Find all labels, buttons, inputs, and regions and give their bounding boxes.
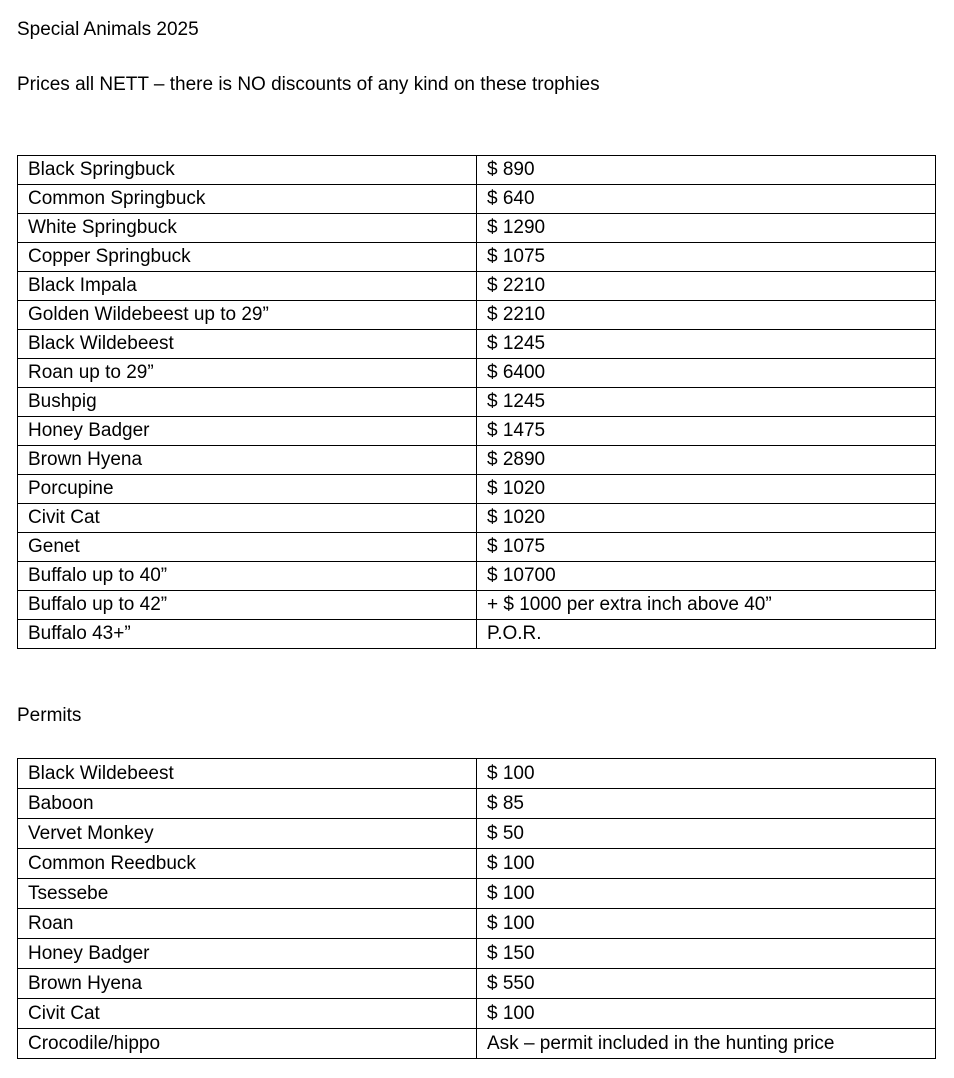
pricing-note: Prices all NETT – there is NO discounts of any kind on these trophies xyxy=(17,74,600,95)
price-cell: $ 2210 xyxy=(477,272,936,301)
trophy-row xyxy=(18,359,936,388)
price-cell: $ 1020 xyxy=(477,504,936,533)
permit-row xyxy=(18,969,936,999)
price-cell: $ 1020 xyxy=(477,475,936,504)
price-cell: $ 100 xyxy=(477,849,936,879)
document-title: Special Animals 2025 xyxy=(17,19,199,40)
price-cell: $ 550 xyxy=(477,969,936,999)
trophy-row xyxy=(18,446,936,475)
animal-name-cell: Brown Hyena xyxy=(18,969,477,999)
price-cell: $ 100 xyxy=(477,759,936,789)
animal-name-cell: Civit Cat xyxy=(18,504,477,533)
price-cell: $ 1475 xyxy=(477,417,936,446)
animal-name-cell: Bushpig xyxy=(18,388,477,417)
permit-row xyxy=(18,789,936,819)
price-cell: $ 50 xyxy=(477,819,936,849)
animal-name-cell: Black Springbuck xyxy=(18,156,477,185)
price-cell: Ask – permit included in the hunting price xyxy=(477,1029,936,1059)
animal-name-cell: Crocodile/hippo xyxy=(18,1029,477,1059)
price-cell: $ 150 xyxy=(477,939,936,969)
animal-name-cell: Baboon xyxy=(18,789,477,819)
animal-name-cell: Common Reedbuck xyxy=(18,849,477,879)
animal-name-cell: Brown Hyena xyxy=(18,446,477,475)
price-cell: $ 1075 xyxy=(477,533,936,562)
animal-name-cell: Roan up to 29” xyxy=(18,359,477,388)
trophy-row xyxy=(18,185,936,214)
animal-name-cell: Roan xyxy=(18,909,477,939)
trophy-row xyxy=(18,388,936,417)
trophy-row xyxy=(18,214,936,243)
price-cell: $ 2890 xyxy=(477,446,936,475)
animal-name-cell: Black Wildebeest xyxy=(18,759,477,789)
animal-name-cell: Black Impala xyxy=(18,272,477,301)
animal-name-cell: Civit Cat xyxy=(18,999,477,1029)
trophy-row xyxy=(18,417,936,446)
animal-name-cell: White Springbuck xyxy=(18,214,477,243)
permits-heading: Permits xyxy=(17,705,82,726)
price-cell: + $ 1000 per extra inch above 40” xyxy=(477,591,936,620)
trophy-row xyxy=(18,475,936,504)
price-cell: $ 100 xyxy=(477,879,936,909)
trophy-row xyxy=(18,533,936,562)
permit-row xyxy=(18,1029,936,1059)
permit-row xyxy=(18,759,936,789)
price-cell: $ 1245 xyxy=(477,388,936,417)
permit-row xyxy=(18,939,936,969)
price-cell: $ 100 xyxy=(477,999,936,1029)
price-cell: $ 1075 xyxy=(477,243,936,272)
animal-name-cell: Copper Springbuck xyxy=(18,243,477,272)
trophy-row xyxy=(18,504,936,533)
trophy-row xyxy=(18,330,936,359)
trophy-row xyxy=(18,301,936,330)
price-cell: $ 2210 xyxy=(477,301,936,330)
trophy-row xyxy=(18,272,936,301)
animal-name-cell: Honey Badger xyxy=(18,417,477,446)
animal-name-cell: Porcupine xyxy=(18,475,477,504)
animal-name-cell: Honey Badger xyxy=(18,939,477,969)
permit-row xyxy=(18,909,936,939)
permit-row xyxy=(18,849,936,879)
trophy-row xyxy=(18,562,936,591)
price-cell: P.O.R. xyxy=(477,620,936,649)
animal-name-cell: Buffalo 43+” xyxy=(18,620,477,649)
animal-name-cell: Buffalo up to 42” xyxy=(18,591,477,620)
price-cell: $ 10700 xyxy=(477,562,936,591)
price-cell: $ 890 xyxy=(477,156,936,185)
price-cell: $ 1245 xyxy=(477,330,936,359)
trophy-row xyxy=(18,243,936,272)
animal-name-cell: Golden Wildebeest up to 29” xyxy=(18,301,477,330)
trophy-row xyxy=(18,156,936,185)
trophy-row xyxy=(18,620,936,649)
trophy-price-table xyxy=(17,155,936,649)
animal-name-cell: Buffalo up to 40” xyxy=(18,562,477,591)
animal-name-cell: Tsessebe xyxy=(18,879,477,909)
animal-name-cell: Common Springbuck xyxy=(18,185,477,214)
permit-price-table-body xyxy=(18,759,936,1059)
price-cell: $ 640 xyxy=(477,185,936,214)
permit-row xyxy=(18,819,936,849)
price-cell: $ 1290 xyxy=(477,214,936,243)
permit-price-table xyxy=(17,758,936,1059)
price-cell: $ 85 xyxy=(477,789,936,819)
permit-row xyxy=(18,999,936,1029)
animal-name-cell: Vervet Monkey xyxy=(18,819,477,849)
animal-name-cell: Black Wildebeest xyxy=(18,330,477,359)
trophy-price-table-body xyxy=(18,156,936,649)
price-cell: $ 6400 xyxy=(477,359,936,388)
price-cell: $ 100 xyxy=(477,909,936,939)
permit-row xyxy=(18,879,936,909)
animal-name-cell: Genet xyxy=(18,533,477,562)
trophy-row xyxy=(18,591,936,620)
